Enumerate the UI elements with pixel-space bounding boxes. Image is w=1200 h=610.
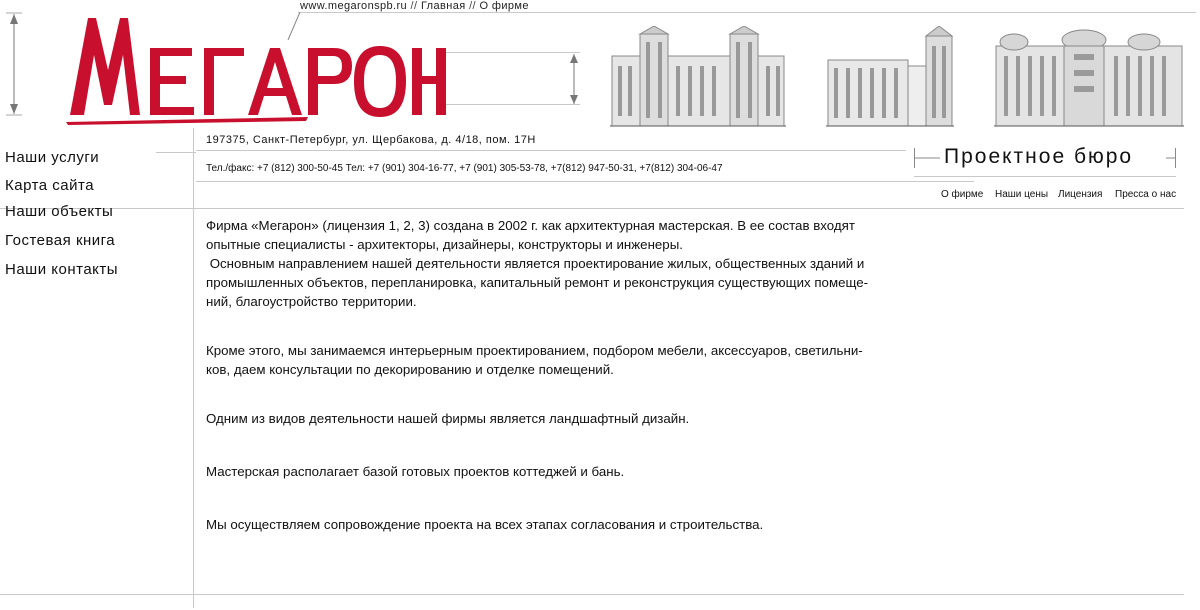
content-paragraph: ков, даем консультации по декорированию и отделке помещений. [206, 362, 614, 377]
breadcrumb-site-link[interactable]: www.megaronspb.ru [300, 0, 408, 12]
content-paragraph: опытные специалисты - архитекторы, дизайнеры, конструкторы и инженеры. [206, 237, 683, 252]
content-paragraph: Основным направлением нашей деятельности является проектирование жилых, общественных зданий и [206, 256, 865, 271]
content-paragraph: промышленных объектов, перепланировка, капитальный ремонт и реконструкция существующих помеще- [206, 275, 869, 290]
content-paragraph: Одним из видов деятельности нашей фирмы является ландшафтный дизайн. [206, 411, 690, 426]
main-content [206, 216, 954, 534]
breadcrumb-separator: // [410, 0, 418, 12]
tagline-rule [914, 176, 1176, 177]
building-illustration [994, 26, 1184, 128]
height-arrow-icon-right [566, 52, 582, 106]
content-paragraph: Мы осуществляем сопровождение проекта на всех этапах согласования и строительства. [206, 517, 764, 532]
link-about[interactable]: О фирме [941, 189, 984, 200]
sidebar-item-objects[interactable]: Наши объекты [5, 203, 114, 220]
link-license[interactable]: Лицензия [1058, 189, 1103, 200]
content-paragraph: Кроме этого, мы занимаемся интерьерным проектированием, подбором мебели, аксессуаров, светильни- [206, 343, 863, 358]
footer-rule [0, 594, 1184, 595]
building-illustration [610, 26, 786, 128]
company-address: 197375, Санкт-Петербург, ул. Щербакова, д. 4/18, пом. 17Н [206, 134, 536, 146]
sidebar-item-services[interactable]: Наши услуги [5, 149, 100, 166]
content-top-rule [0, 208, 1184, 209]
sidebar-item-sitemap[interactable]: Карта сайта [5, 177, 95, 194]
nav-rule-1 [156, 152, 196, 153]
breadcrumb-current: О фирме [479, 0, 529, 12]
breadcrumb-home-link[interactable]: Главная [420, 0, 466, 12]
megaron-logo[interactable] [8, 10, 448, 125]
sidebar-item-contacts[interactable]: Наши контакты [5, 261, 119, 278]
link-prices[interactable]: Наши цены [995, 189, 1049, 200]
content-divider [193, 128, 194, 608]
content-paragraph: Мастерская располагает базой готовых проектов коттеджей и бань. [206, 464, 625, 479]
logo-guide-line [440, 52, 580, 53]
logo-guide-line-lower [440, 104, 580, 105]
link-press[interactable]: Пресса о нас [1115, 189, 1177, 200]
tagline-box [914, 144, 1176, 172]
building-illustration [826, 26, 954, 128]
sidebar-item-guestbook[interactable]: Гостевая книга [5, 232, 116, 249]
address-rule [196, 150, 906, 151]
breadcrumb-separator: // [469, 0, 476, 12]
content-paragraph: Фирма «Мегарон» (лицензия 1, 2, 3) создана в 2002 г. как архитектурная мастерская. В ее состав входят [206, 218, 855, 233]
company-phones: Тел./факс: +7 (812) 300-50-45 Тел: +7 (901) 304-16-77, +7 (901) 305-53-78, +7(812) 947-50-31, +7(812) 304-06-47 [206, 163, 723, 174]
content-paragraph: ний, благоустройство территории. [206, 294, 417, 309]
tagline: Проектное бюро [944, 145, 1134, 168]
phones-rule [196, 181, 974, 182]
